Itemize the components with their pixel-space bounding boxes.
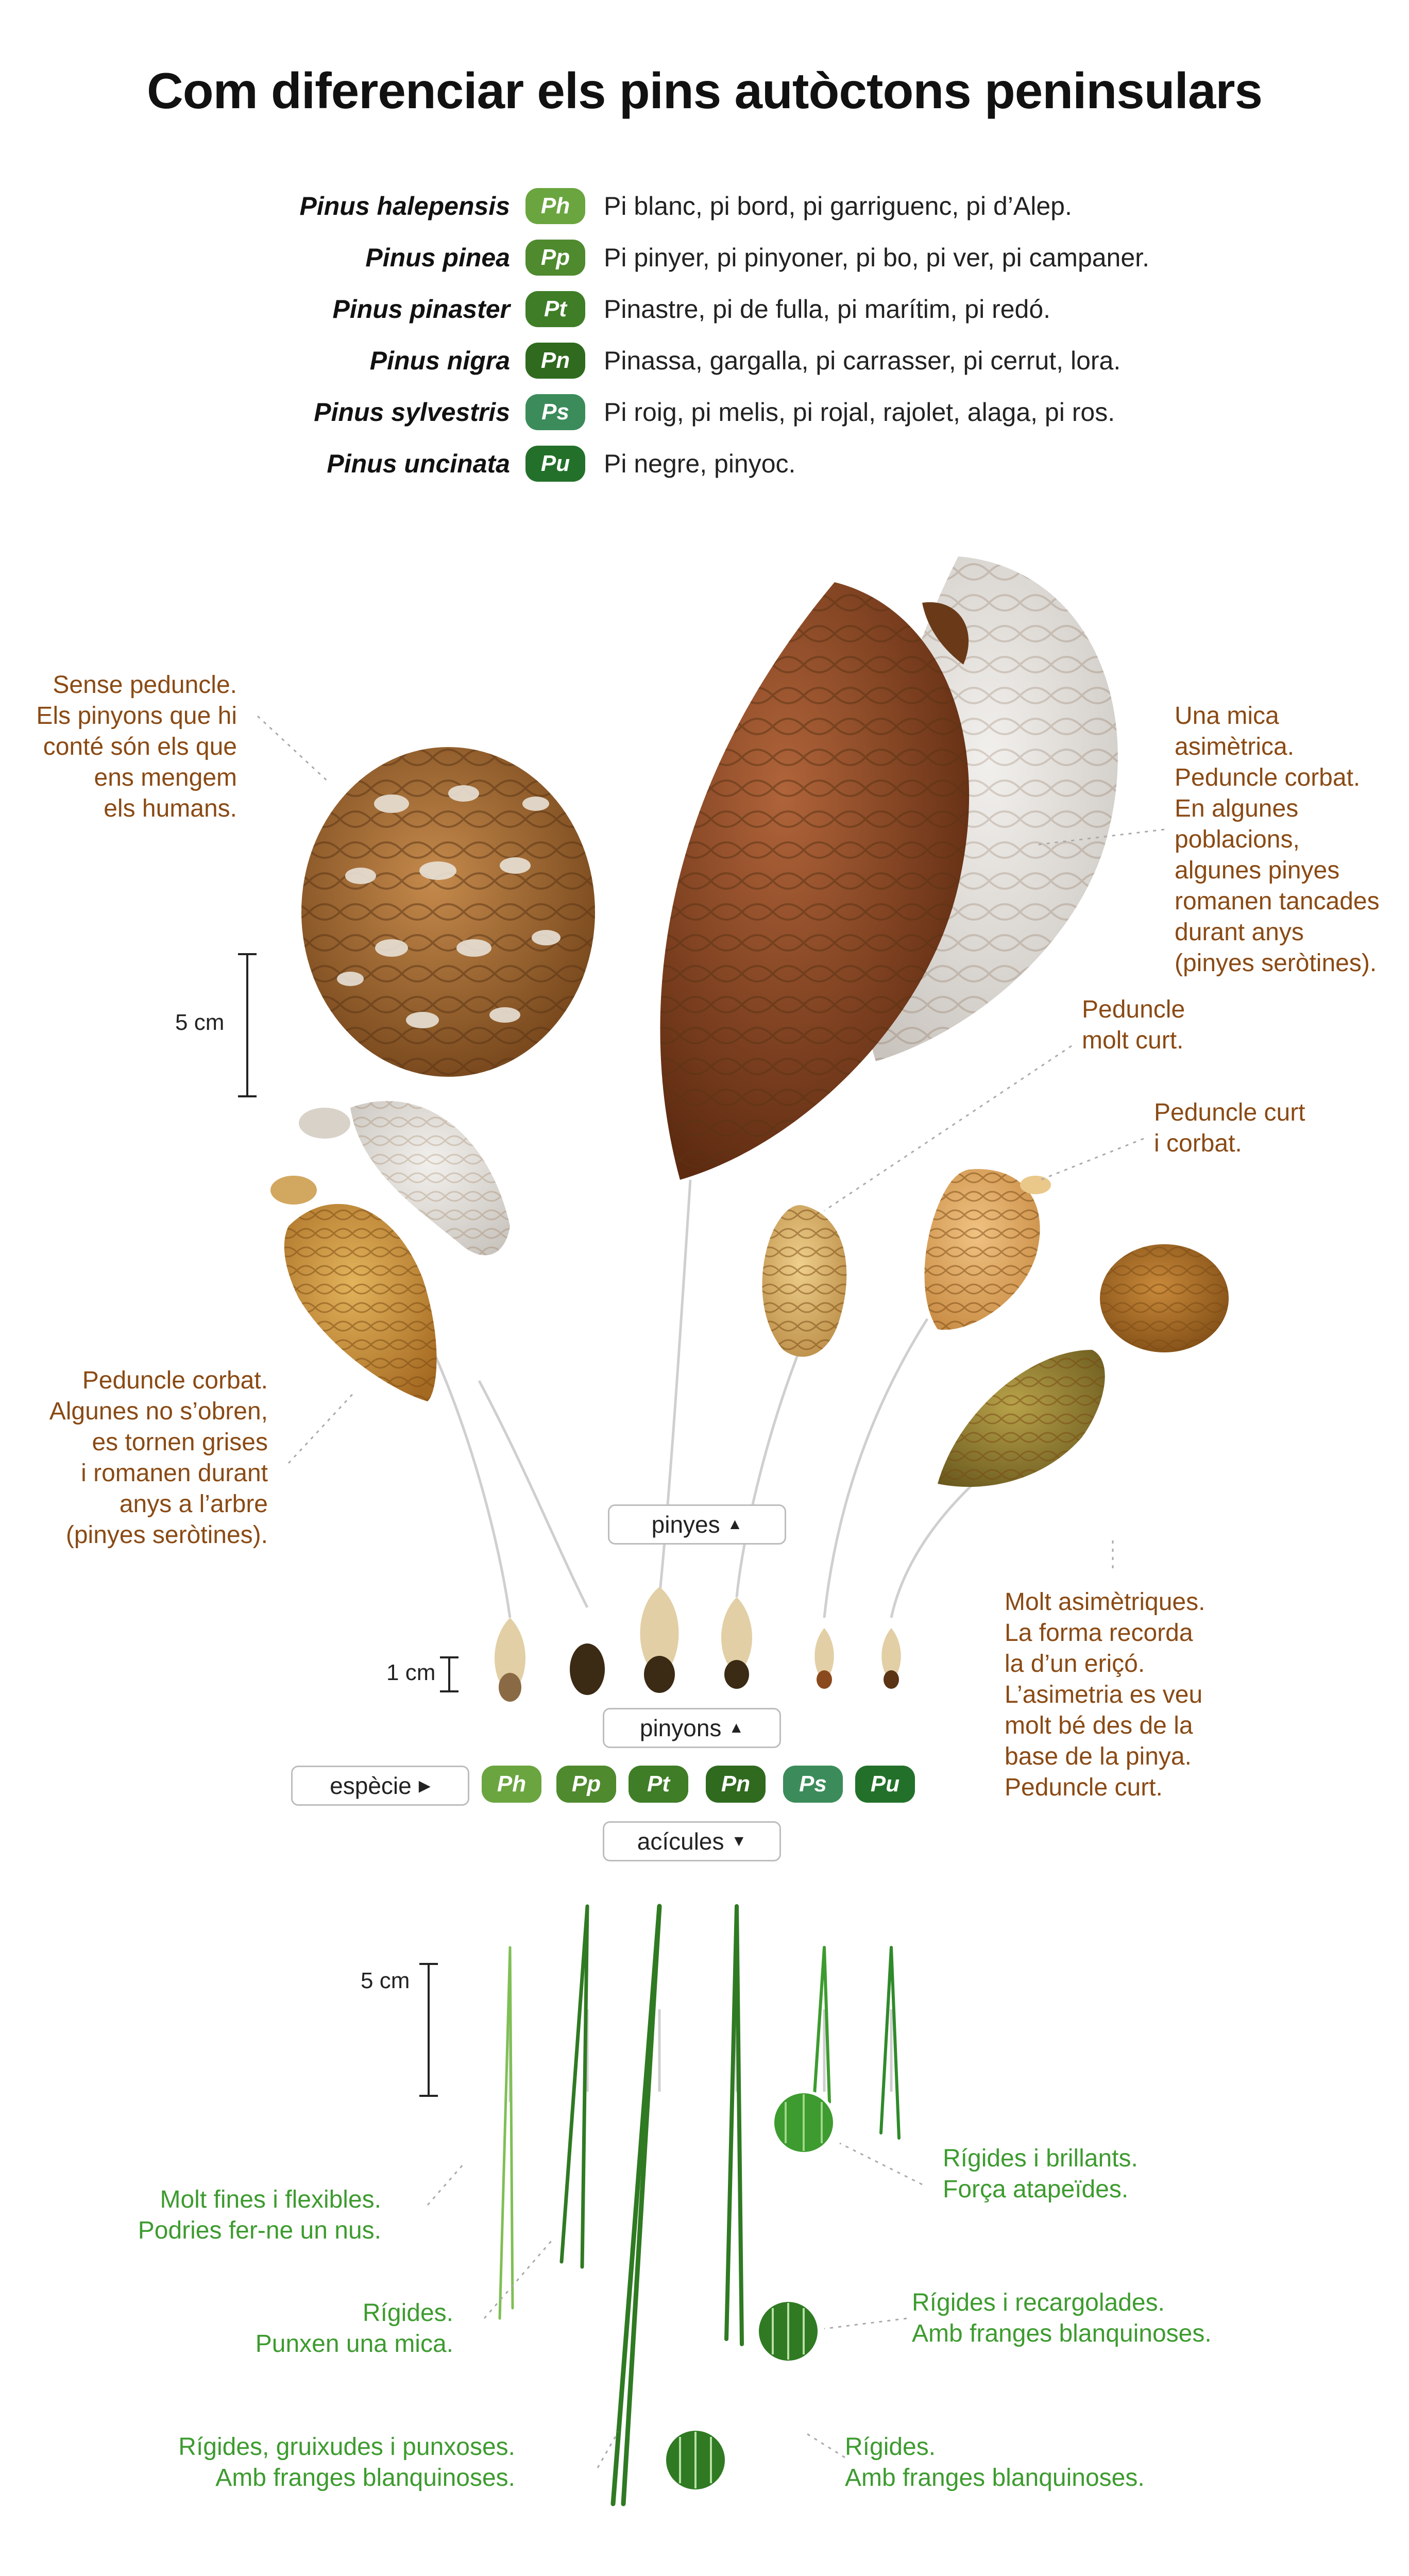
needle-note-leaders xyxy=(428,2143,922,2468)
note-line: molt bé des de la xyxy=(1005,1712,1193,1739)
note-line: Molt asimètriques. xyxy=(1005,1588,1206,1616)
note-line: Una mica asimètrica. xyxy=(1175,702,1295,760)
note-pinaster-needles xyxy=(144,2432,515,2494)
caret-down-icon: ▼ xyxy=(731,1833,747,1850)
needles xyxy=(500,1906,899,2504)
uncinata-green-cone xyxy=(938,1350,1105,1487)
badge-pt[interactable]: Pt xyxy=(629,1766,688,1803)
note-line: Rígides. xyxy=(362,2299,453,2327)
pinaster-cone xyxy=(660,582,969,1180)
species-badge: Ph xyxy=(525,188,585,224)
nigra-cone xyxy=(762,1205,847,1357)
species-badge: Pu xyxy=(525,446,585,482)
species-badge: Pt xyxy=(525,291,585,327)
species-latin: Pinus nigra xyxy=(369,346,510,375)
note-line: Rígides i recargolades. xyxy=(912,2289,1165,2316)
species-common-names: Pinastre, pi de fulla, pi marítim, pi redó. xyxy=(604,295,1051,324)
note-line: (pinyes seròtines). xyxy=(1175,950,1377,977)
toggle-cones[interactable] xyxy=(608,1504,786,1545)
note-line: poblacions, xyxy=(1175,826,1300,853)
badge-ph[interactable]: Ph xyxy=(482,1766,541,1803)
caret-up-icon: ▲ xyxy=(727,1516,743,1533)
note-line: Peduncle corbat. xyxy=(1175,764,1361,791)
species-common-names: Pi blanc, pi bord, pi garriguenc, pi d’Alep. xyxy=(604,192,1072,221)
toggle-species-label: espècie xyxy=(330,1772,412,1799)
uncinata-cone xyxy=(1100,1244,1229,1352)
species-badge: Pn xyxy=(525,343,585,379)
species-latin: Pinus sylvestris xyxy=(314,398,510,427)
seed-scale-bar xyxy=(448,1656,450,1692)
note-line: durant anys xyxy=(1175,919,1304,946)
toggle-needles-label: acícules xyxy=(637,1828,724,1855)
sylvestris-cone xyxy=(925,1169,1051,1330)
note-line: anys a l’arbre xyxy=(119,1490,268,1518)
note-line: Amb franges blanquinoses. xyxy=(912,2320,1212,2347)
note-line: La forma recorda xyxy=(1005,1619,1193,1647)
note-line: Peduncle xyxy=(1082,996,1185,1023)
note-uncinata-needles xyxy=(912,2287,1283,2349)
note-line: ens mengem xyxy=(94,764,237,791)
species-common-names: Pi pinyer, pi pinyoner, pi bo, pi ver, pi campaner. xyxy=(604,243,1149,272)
note-line: els humans. xyxy=(104,795,237,822)
needle-detail-circles xyxy=(665,2092,835,2491)
toggle-seeds[interactable] xyxy=(603,1708,781,1748)
badge-pp[interactable]: Pp xyxy=(556,1766,616,1803)
note-line: base de la pinya. xyxy=(1005,1743,1192,1770)
note-line: la d’un eriçó. xyxy=(1005,1650,1145,1677)
note-line: Amb franges blanquinoses. xyxy=(215,2464,515,2492)
note-line: Peduncle curt. xyxy=(1005,1774,1163,1801)
toggle-seeds-label: pinyons xyxy=(639,1715,722,1741)
note-line: romanen tancades xyxy=(1175,888,1380,915)
species-latin: Pinus pinaster xyxy=(332,295,510,324)
note-line: i corbat. xyxy=(1154,1130,1242,1157)
note-nigra-cone xyxy=(1082,994,1236,1056)
species-latin: Pinus uncinata xyxy=(327,449,510,478)
note-line: algunes pinyes xyxy=(1175,857,1340,884)
cone-scale-bar xyxy=(246,953,248,1097)
species-latin: Pinus halepensis xyxy=(299,192,510,221)
note-line: Rígides i brillants. xyxy=(943,2145,1138,2172)
note-line: Peduncle corbat. xyxy=(82,1367,268,1394)
note-nigra-needles xyxy=(845,2432,1216,2494)
cone-scale-label: 5 cm xyxy=(175,1010,225,1035)
note-line: i romanen durant xyxy=(81,1460,268,1487)
note-pinaster-cone xyxy=(1175,701,1401,979)
caret-up-icon: ▲ xyxy=(728,1719,744,1736)
note-line: En algunes xyxy=(1175,795,1299,822)
note-line: Molt fines i flexibles. xyxy=(160,2186,381,2213)
seed-scale-label: 1 cm xyxy=(386,1660,436,1685)
note-line: L’asimetria es veu xyxy=(1005,1681,1203,1708)
badge-pn[interactable]: Pn xyxy=(706,1766,766,1803)
note-line: Algunes no s’obren, xyxy=(49,1398,268,1425)
halepensis-cone xyxy=(270,1176,437,1401)
note-line: conté són els que xyxy=(43,733,237,760)
note-line: Amb franges blanquinoses. xyxy=(845,2464,1145,2492)
page-title: Com diferenciar els pins autòctons peninsulars xyxy=(147,62,1262,119)
note-halepensis-needles xyxy=(113,2184,381,2246)
note-line: molt curt. xyxy=(1082,1027,1184,1054)
note-line: Sense peduncle. xyxy=(53,671,237,699)
note-line: Podries fer-ne un nus. xyxy=(138,2217,381,2244)
cone-connectors xyxy=(433,1180,1082,2102)
note-line: Peduncle curt xyxy=(1154,1099,1305,1126)
note-sylvestris-needles xyxy=(943,2143,1252,2205)
note-pinea-needles xyxy=(196,2298,453,2360)
toggle-needles[interactable] xyxy=(603,1821,781,1861)
note-sylvestris-cone xyxy=(1154,1097,1360,1159)
pinea-cone xyxy=(301,747,595,1077)
note-line: es tornen grises xyxy=(92,1429,268,1456)
note-line: Els pinyons que hi xyxy=(36,702,237,730)
note-line: Rígides, gruixudes i punxoses. xyxy=(178,2433,515,2461)
note-line: Punxen una mica. xyxy=(255,2330,453,2358)
note-line: Força atapeïdes. xyxy=(943,2176,1129,2203)
seeds xyxy=(495,1587,901,1702)
toggle-cones-label: pinyes xyxy=(651,1511,720,1538)
caret-right-icon: ▶ xyxy=(418,1777,431,1794)
species-common-names: Pinassa, gargalla, pi carrasser, pi cerrut, lora. xyxy=(604,346,1121,375)
toggle-species[interactable] xyxy=(291,1766,469,1806)
note-line: Rígides. xyxy=(845,2433,936,2461)
needle-scale-label: 5 cm xyxy=(361,1968,410,1993)
species-badge: Ps xyxy=(525,394,585,430)
note-uncinata-cone xyxy=(1005,1587,1242,1803)
note-halepensis-cone xyxy=(21,1365,268,1551)
species-common-names: Pi negre, pinyoc. xyxy=(604,449,796,478)
badge-pu[interactable]: Pu xyxy=(855,1766,915,1803)
badge-ps[interactable]: Ps xyxy=(783,1766,843,1803)
species-badge: Pp xyxy=(525,240,585,276)
needle-scale-bar xyxy=(428,1963,430,2097)
species-common-names: Pi roig, pi melis, pi rojal, rajolet, alaga, pi ros. xyxy=(604,398,1115,427)
species-latin: Pinus pinea xyxy=(365,243,510,272)
note-pinea-cone xyxy=(21,670,237,824)
note-line: (pinyes seròtines). xyxy=(65,1521,268,1549)
